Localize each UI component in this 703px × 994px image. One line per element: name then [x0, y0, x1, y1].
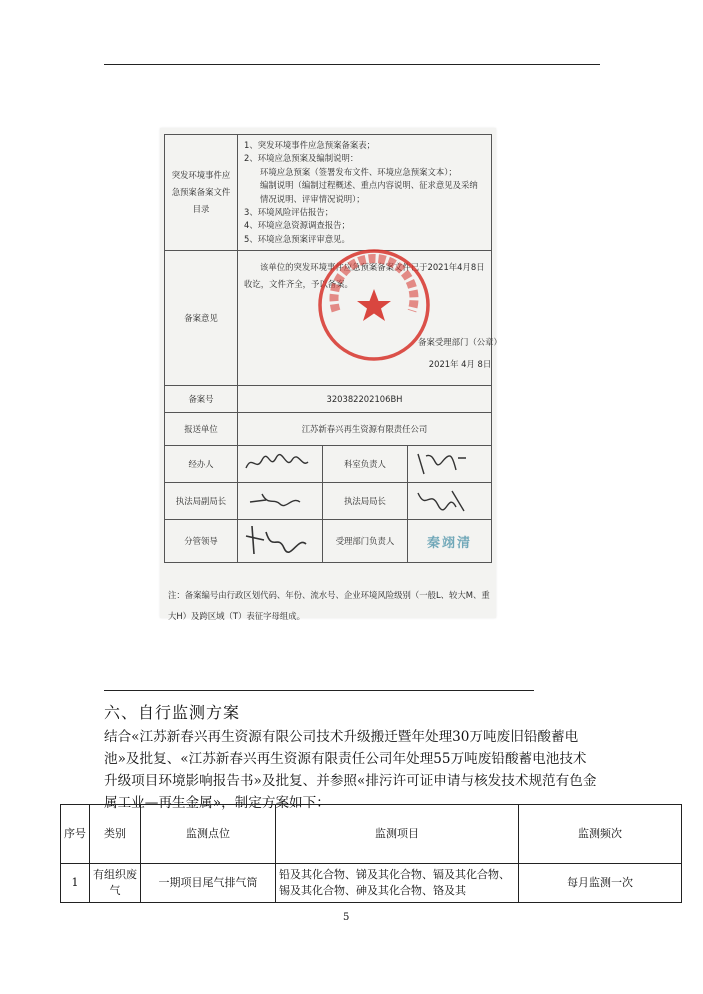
leader-signature [238, 520, 323, 563]
col-header-seq: 序号 [61, 805, 90, 864]
opinion-label: 备案意见 [165, 251, 238, 386]
opinion-text: 该单位的突发环境事件应急预案备案文件已于2021年4月8日收讫，文件齐全，予以备案。 [244, 262, 485, 290]
cell-frequency: 每月监测一次 [519, 864, 682, 903]
opinion-date: 2021年 4月 8日 [428, 359, 492, 370]
handler-label: 经办人 [165, 446, 238, 483]
accept-label: 受理部门负责人 [323, 520, 408, 563]
leader-label: 分管领导 [165, 520, 238, 563]
filing-record-form [164, 134, 502, 563]
directory-item: 1、突发环境事件应急预案备案表； [244, 140, 375, 150]
unit-value: 江苏新春兴再生资源有限责任公司 [238, 413, 492, 446]
section-head-signature [408, 446, 492, 483]
signature-icon [242, 450, 312, 476]
directory-item: 5、环境应急预案评审意见。 [244, 233, 350, 244]
directory-item: 4、环境应急资源调查报告； [244, 220, 350, 231]
approvals-grid [165, 446, 491, 562]
record-no-label: 备案号 [165, 386, 238, 413]
table-row [61, 864, 682, 903]
form-note: 注：备案编号由行政区划代码、年份、流水号、企业环境风险级别（一般L、较大M、重大H）及跨区域（T）表征字母组成。 [168, 590, 490, 621]
form-row-approvals [165, 446, 492, 563]
form-row-record-no [165, 386, 492, 413]
handler-signature [238, 446, 323, 483]
section-rule [104, 690, 534, 691]
cell-items: 铅及其化合物、锑及其化合物、镉及其化合物、锡及其化合物、砷及其化合物、铬及其 [276, 864, 519, 903]
directory-list [238, 135, 492, 251]
record-no-value: 320382202106BH [238, 386, 492, 413]
opinion-dept: 备案受理部门（公章） [418, 337, 502, 348]
cell-seq: 1 [61, 864, 90, 903]
col-header-frequency: 监测频次 [519, 805, 682, 864]
deputy-label: 执法局副局长 [165, 483, 238, 520]
accept-stamp: 秦翊清 [408, 520, 492, 563]
director-label: 执法局局长 [323, 483, 408, 520]
directory-item: 2、环境应急预案及编制说明： [244, 153, 359, 164]
col-header-category: 类别 [90, 805, 141, 864]
section-heading: 六、自行监测方案 [104, 703, 241, 722]
directory-label: 突发环境事件应急预案备案文件目录 [165, 135, 238, 251]
signature-icon [412, 485, 472, 515]
signature-icon [242, 488, 312, 512]
monitoring-header-row [61, 805, 682, 864]
section-head-label: 科室负责人 [323, 446, 408, 483]
form-row-directory [165, 135, 492, 251]
directory-item: 编制说明（编制过程概述、重点内容说明、征求意见及采纳情况说明、评审情况说明）； [260, 180, 478, 204]
deputy-signature [238, 483, 323, 520]
col-header-items: 监测项目 [276, 805, 519, 864]
unit-label: 报送单位 [165, 413, 238, 446]
cell-point: 一期项目尾气排气筒 [141, 864, 276, 903]
form-row-opinion [165, 251, 492, 386]
approvals-cell [165, 446, 492, 563]
header-rule [104, 64, 600, 65]
page-number: 5 [343, 912, 350, 923]
opinion-signoff [390, 331, 530, 375]
directory-item: 3、环境风险评估报告； [244, 207, 334, 218]
cell-category: 有组织废气 [90, 864, 141, 903]
monitoring-table [60, 804, 682, 903]
section-paragraph: 结合«江苏新春兴再生资源有限公司技术升级搬迁暨年处理30万吨废旧铅酸蓄电池»及批复、«江苏新春兴再生资源有限责任公司年处理55万吨废铅酸蓄电池技术升级项目环境影响报告书»及批复、并参照«排污许可证申请与核发技术规范有色金属工业—再生金属»，制定方案如下： [104, 729, 597, 811]
opinion-cell [238, 251, 502, 386]
director-signature [408, 483, 492, 520]
form-row-unit [165, 413, 492, 446]
signature-icon [412, 448, 472, 478]
directory-item: 环境应急预案（签署发布文件、环境应急预案文本）； [260, 166, 457, 177]
signature-icon [242, 522, 312, 558]
col-header-point: 监测点位 [141, 805, 276, 864]
